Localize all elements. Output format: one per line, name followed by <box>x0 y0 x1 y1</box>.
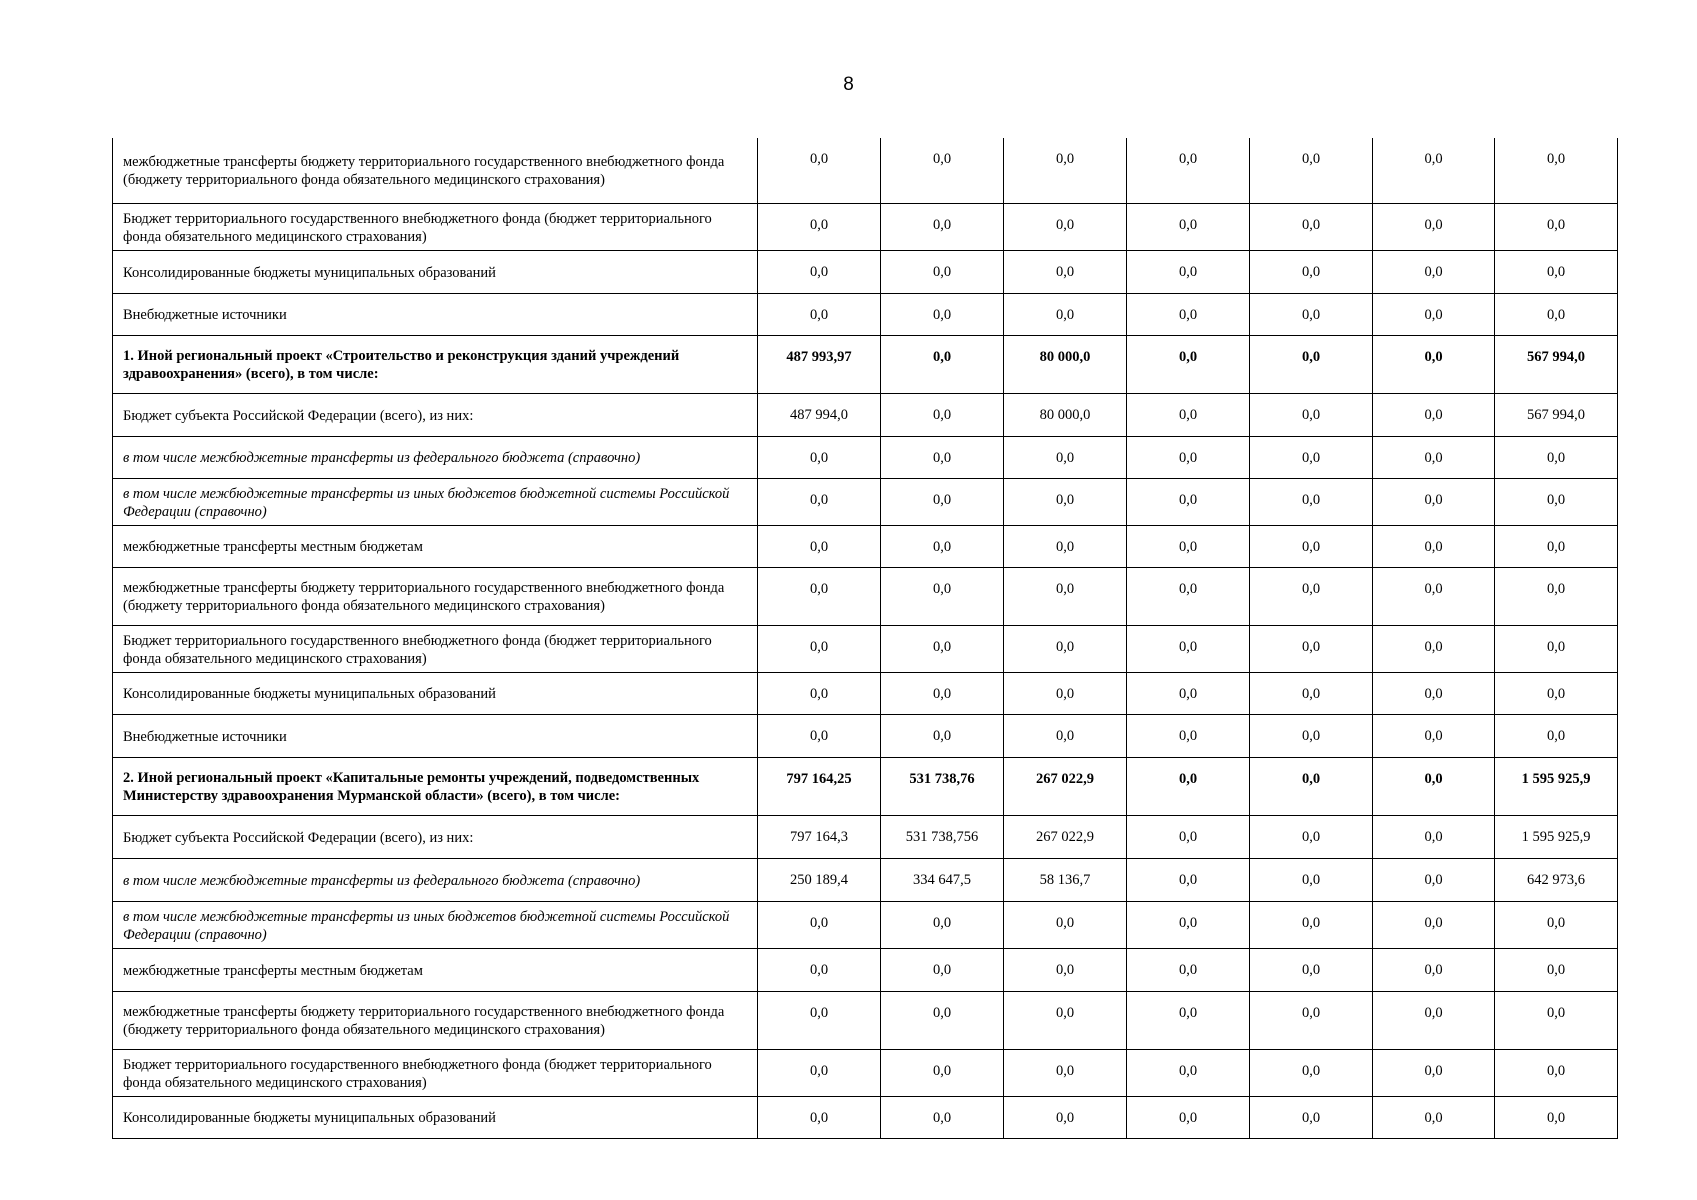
row-label: Консолидированные бюджеты муниципальных образований <box>113 672 758 714</box>
value-cell: 0,0 <box>1373 858 1495 901</box>
value-cell: 0,0 <box>1373 948 1495 991</box>
value-cell: 0,0 <box>758 436 881 478</box>
value-cell: 0,0 <box>1004 250 1127 293</box>
value-cell: 0,0 <box>881 203 1004 250</box>
row-label: Бюджет субъекта Российской Федерации (всего), из них: <box>113 393 758 436</box>
row-label: 1. Иной региональный проект «Строительство и реконструкция зданий учреждений здравоохранения» (всего), в том числе: <box>113 335 758 393</box>
value-cell: 487 994,0 <box>758 393 881 436</box>
value-cell: 0,0 <box>881 567 1004 625</box>
row-label: в том числе межбюджетные трансферты из иных бюджетов бюджетной системы Российской Федерации (справочно) <box>113 478 758 525</box>
row-label: 2. Иной региональный проект «Капитальные ремонты учреждений, подведомственных Министерству здравоохранения Мурманской области» (всего), в том числе: <box>113 757 758 815</box>
table-row <box>113 203 1618 250</box>
table-row <box>113 1049 1618 1096</box>
row-label: межбюджетные трансферты местным бюджетам <box>113 948 758 991</box>
value-cell: 0,0 <box>758 138 881 203</box>
value-cell: 0,0 <box>1373 815 1495 858</box>
value-cell: 0,0 <box>758 525 881 567</box>
value-cell: 0,0 <box>1127 250 1250 293</box>
table-row <box>113 436 1618 478</box>
table-row <box>113 1096 1618 1138</box>
value-cell: 0,0 <box>1495 436 1618 478</box>
table-row <box>113 293 1618 335</box>
value-cell: 1 595 925,9 <box>1495 757 1618 815</box>
value-cell: 0,0 <box>1127 293 1250 335</box>
table-row <box>113 393 1618 436</box>
value-cell: 0,0 <box>1004 293 1127 335</box>
value-cell: 0,0 <box>881 250 1004 293</box>
value-cell: 0,0 <box>1127 815 1250 858</box>
value-cell: 0,0 <box>758 672 881 714</box>
row-label: Бюджет территориального государственного внебюджетного фонда (бюджет территориального фонда обязательного медицинского страхования) <box>113 203 758 250</box>
value-cell: 0,0 <box>1004 478 1127 525</box>
value-cell: 0,0 <box>1495 478 1618 525</box>
value-cell: 0,0 <box>1373 625 1495 672</box>
row-label: в том числе межбюджетные трансферты из федерального бюджета (справочно) <box>113 858 758 901</box>
value-cell: 0,0 <box>1250 714 1373 757</box>
value-cell: 0,0 <box>1004 625 1127 672</box>
value-cell: 0,0 <box>881 672 1004 714</box>
table-row <box>113 567 1618 625</box>
table-row <box>113 335 1618 393</box>
value-cell: 0,0 <box>1127 436 1250 478</box>
value-cell: 0,0 <box>1495 714 1618 757</box>
value-cell: 250 189,4 <box>758 858 881 901</box>
value-cell: 0,0 <box>1495 625 1618 672</box>
value-cell: 0,0 <box>1127 714 1250 757</box>
value-cell: 487 993,97 <box>758 335 881 393</box>
value-cell: 0,0 <box>1127 525 1250 567</box>
row-label: межбюджетные трансферты бюджету территориального государственного внебюджетного фонда (бюджету территориального фонда обязательного медицинского страхования) <box>113 138 758 203</box>
table-row <box>113 672 1618 714</box>
value-cell: 0,0 <box>1373 393 1495 436</box>
value-cell: 0,0 <box>881 393 1004 436</box>
value-cell: 0,0 <box>1250 948 1373 991</box>
value-cell: 0,0 <box>1495 203 1618 250</box>
value-cell: 0,0 <box>1250 250 1373 293</box>
value-cell: 0,0 <box>881 138 1004 203</box>
value-cell: 531 738,756 <box>881 815 1004 858</box>
value-cell: 0,0 <box>758 625 881 672</box>
value-cell: 0,0 <box>1004 1049 1127 1096</box>
row-label: Консолидированные бюджеты муниципальных образований <box>113 1096 758 1138</box>
value-cell: 0,0 <box>1250 436 1373 478</box>
value-cell: 0,0 <box>758 991 881 1049</box>
value-cell: 1 595 925,9 <box>1495 815 1618 858</box>
value-cell: 0,0 <box>1373 757 1495 815</box>
row-label: в том числе межбюджетные трансферты из федерального бюджета (справочно) <box>113 436 758 478</box>
value-cell: 0,0 <box>1373 478 1495 525</box>
value-cell: 0,0 <box>1373 203 1495 250</box>
row-label: Консолидированные бюджеты муниципальных образований <box>113 250 758 293</box>
value-cell: 0,0 <box>1373 250 1495 293</box>
page-number: 8 <box>843 74 854 95</box>
value-cell: 80 000,0 <box>1004 335 1127 393</box>
value-cell: 0,0 <box>758 203 881 250</box>
value-cell: 0,0 <box>1127 901 1250 948</box>
table-row <box>113 625 1618 672</box>
value-cell: 0,0 <box>1004 672 1127 714</box>
value-cell: 0,0 <box>1373 714 1495 757</box>
value-cell: 0,0 <box>1127 991 1250 1049</box>
budget-table <box>112 138 1618 1139</box>
value-cell: 0,0 <box>1250 335 1373 393</box>
value-cell: 0,0 <box>881 478 1004 525</box>
value-cell: 0,0 <box>881 335 1004 393</box>
value-cell: 0,0 <box>1250 858 1373 901</box>
value-cell: 0,0 <box>1495 991 1618 1049</box>
row-label: межбюджетные трансферты местным бюджетам <box>113 525 758 567</box>
value-cell: 0,0 <box>1127 1049 1250 1096</box>
value-cell: 0,0 <box>758 1096 881 1138</box>
value-cell: 0,0 <box>1495 250 1618 293</box>
value-cell: 0,0 <box>758 567 881 625</box>
value-cell: 0,0 <box>1004 525 1127 567</box>
value-cell: 797 164,3 <box>758 815 881 858</box>
value-cell: 0,0 <box>758 1049 881 1096</box>
table-row <box>113 901 1618 948</box>
value-cell: 0,0 <box>1495 948 1618 991</box>
table-row <box>113 948 1618 991</box>
value-cell: 0,0 <box>1127 672 1250 714</box>
value-cell: 0,0 <box>1004 436 1127 478</box>
value-cell: 0,0 <box>1127 1096 1250 1138</box>
value-cell: 0,0 <box>1250 203 1373 250</box>
value-cell: 0,0 <box>1373 436 1495 478</box>
value-cell: 0,0 <box>1127 858 1250 901</box>
row-label: Внебюджетные источники <box>113 293 758 335</box>
value-cell: 0,0 <box>1250 991 1373 1049</box>
value-cell: 0,0 <box>1127 757 1250 815</box>
table-row <box>113 815 1618 858</box>
table-row <box>113 991 1618 1049</box>
value-cell: 0,0 <box>881 714 1004 757</box>
value-cell: 0,0 <box>758 293 881 335</box>
value-cell: 642 973,6 <box>1495 858 1618 901</box>
value-cell: 0,0 <box>1373 1049 1495 1096</box>
value-cell: 0,0 <box>881 901 1004 948</box>
value-cell: 0,0 <box>1373 138 1495 203</box>
value-cell: 0,0 <box>758 478 881 525</box>
value-cell: 0,0 <box>1250 1096 1373 1138</box>
value-cell: 0,0 <box>1004 203 1127 250</box>
value-cell: 0,0 <box>1250 815 1373 858</box>
value-cell: 0,0 <box>1495 293 1618 335</box>
value-cell: 267 022,9 <box>1004 815 1127 858</box>
value-cell: 0,0 <box>881 625 1004 672</box>
value-cell: 0,0 <box>1127 335 1250 393</box>
value-cell: 0,0 <box>758 948 881 991</box>
value-cell: 0,0 <box>1127 393 1250 436</box>
value-cell: 0,0 <box>1250 901 1373 948</box>
value-cell: 0,0 <box>758 901 881 948</box>
value-cell: 0,0 <box>758 250 881 293</box>
value-cell: 0,0 <box>1373 672 1495 714</box>
value-cell: 567 994,0 <box>1495 335 1618 393</box>
value-cell: 0,0 <box>881 436 1004 478</box>
value-cell: 0,0 <box>1250 478 1373 525</box>
value-cell: 0,0 <box>1250 625 1373 672</box>
value-cell: 334 647,5 <box>881 858 1004 901</box>
value-cell: 0,0 <box>1004 567 1127 625</box>
value-cell: 0,0 <box>1004 714 1127 757</box>
value-cell: 0,0 <box>1004 991 1127 1049</box>
budget-table-body <box>113 138 1618 1138</box>
value-cell: 0,0 <box>881 1096 1004 1138</box>
value-cell: 0,0 <box>881 991 1004 1049</box>
value-cell: 797 164,25 <box>758 757 881 815</box>
value-cell: 531 738,76 <box>881 757 1004 815</box>
value-cell: 0,0 <box>1373 335 1495 393</box>
value-cell: 0,0 <box>1495 525 1618 567</box>
row-label: в том числе межбюджетные трансферты из иных бюджетов бюджетной системы Российской Федерации (справочно) <box>113 901 758 948</box>
value-cell: 0,0 <box>1250 757 1373 815</box>
table-row <box>113 138 1618 203</box>
value-cell: 0,0 <box>1373 567 1495 625</box>
value-cell: 0,0 <box>1250 1049 1373 1096</box>
value-cell: 0,0 <box>1127 625 1250 672</box>
value-cell: 0,0 <box>1495 1049 1618 1096</box>
table-row <box>113 525 1618 567</box>
row-label: межбюджетные трансферты бюджету территориального государственного внебюджетного фонда (бюджету территориального фонда обязательного медицинского страхования) <box>113 567 758 625</box>
value-cell: 0,0 <box>1250 672 1373 714</box>
value-cell: 0,0 <box>1250 393 1373 436</box>
value-cell: 0,0 <box>1495 672 1618 714</box>
value-cell: 0,0 <box>881 293 1004 335</box>
value-cell: 267 022,9 <box>1004 757 1127 815</box>
value-cell: 0,0 <box>1495 567 1618 625</box>
value-cell: 0,0 <box>1127 948 1250 991</box>
table-row <box>113 714 1618 757</box>
value-cell: 0,0 <box>1373 991 1495 1049</box>
value-cell: 0,0 <box>1127 478 1250 525</box>
value-cell: 0,0 <box>1373 525 1495 567</box>
table-row <box>113 250 1618 293</box>
value-cell: 0,0 <box>881 948 1004 991</box>
value-cell: 0,0 <box>1250 525 1373 567</box>
table-row <box>113 478 1618 525</box>
value-cell: 0,0 <box>1127 138 1250 203</box>
value-cell: 0,0 <box>1250 293 1373 335</box>
value-cell: 0,0 <box>1250 138 1373 203</box>
table-row <box>113 757 1618 815</box>
value-cell: 0,0 <box>1004 1096 1127 1138</box>
value-cell: 0,0 <box>758 714 881 757</box>
table-row <box>113 858 1618 901</box>
value-cell: 0,0 <box>881 525 1004 567</box>
value-cell: 0,0 <box>1373 1096 1495 1138</box>
value-cell: 567 994,0 <box>1495 393 1618 436</box>
value-cell: 0,0 <box>1373 901 1495 948</box>
row-label: Бюджет территориального государственного внебюджетного фонда (бюджет территориального фонда обязательного медицинского страхования) <box>113 625 758 672</box>
value-cell: 0,0 <box>1004 138 1127 203</box>
row-label: Внебюджетные источники <box>113 714 758 757</box>
value-cell: 0,0 <box>1495 138 1618 203</box>
row-label: Бюджет территориального государственного внебюджетного фонда (бюджет территориального фонда обязательного медицинского страхования) <box>113 1049 758 1096</box>
value-cell: 0,0 <box>881 1049 1004 1096</box>
value-cell: 0,0 <box>1373 293 1495 335</box>
value-cell: 58 136,7 <box>1004 858 1127 901</box>
value-cell: 0,0 <box>1495 1096 1618 1138</box>
row-label: межбюджетные трансферты бюджету территориального государственного внебюджетного фонда (бюджету территориального фонда обязательного медицинского страхования) <box>113 991 758 1049</box>
value-cell: 0,0 <box>1127 567 1250 625</box>
value-cell: 0,0 <box>1004 901 1127 948</box>
value-cell: 80 000,0 <box>1004 393 1127 436</box>
value-cell: 0,0 <box>1250 567 1373 625</box>
value-cell: 0,0 <box>1004 948 1127 991</box>
value-cell: 0,0 <box>1495 901 1618 948</box>
row-label: Бюджет субъекта Российской Федерации (всего), из них: <box>113 815 758 858</box>
value-cell: 0,0 <box>1127 203 1250 250</box>
